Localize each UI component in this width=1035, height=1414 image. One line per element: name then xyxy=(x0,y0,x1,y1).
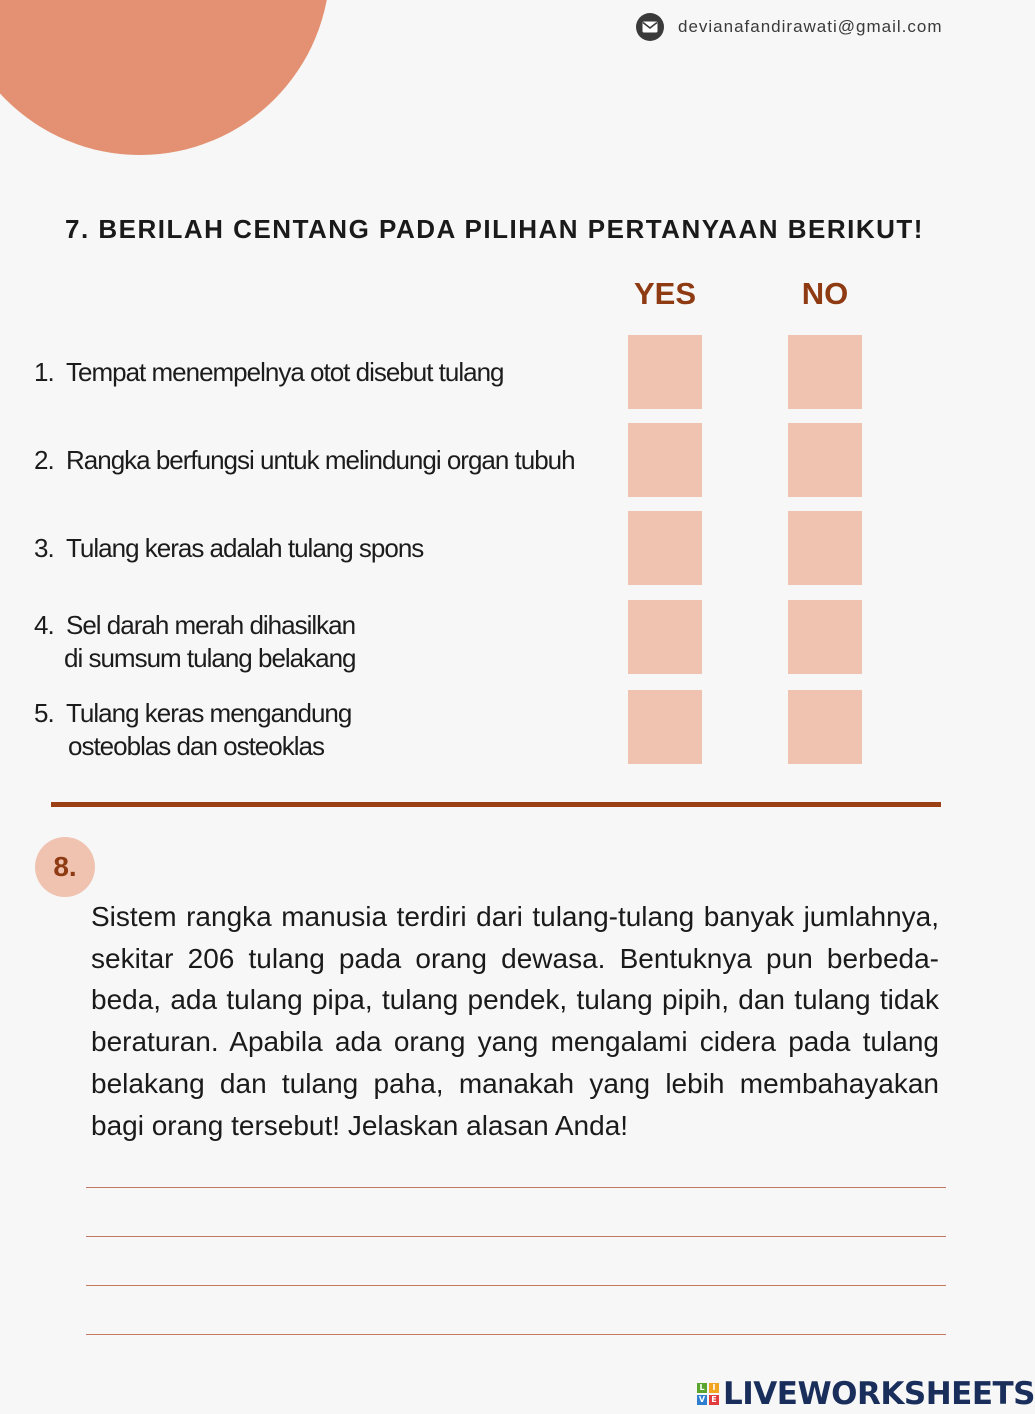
statement-3 xyxy=(34,532,614,565)
yes-checkbox-5[interactable] xyxy=(628,690,702,764)
statement-text: Tulang keras adalah tulang spons xyxy=(66,533,424,563)
statement-2 xyxy=(34,444,614,477)
yes-checkbox-3[interactable] xyxy=(628,511,702,585)
statement-text-continued: di sumsum tulang belakang xyxy=(64,643,356,673)
decorative-circle xyxy=(0,0,330,155)
envelope-icon xyxy=(636,13,664,41)
yes-checkbox-1[interactable] xyxy=(628,335,702,409)
no-checkbox-5[interactable] xyxy=(788,690,862,764)
liveworksheets-brand-text: LIVEWORKSHEETS xyxy=(723,1376,1035,1412)
statement-text: Tempat menempelnya otot disebut tulang xyxy=(66,357,504,387)
statement-4 xyxy=(34,609,614,675)
answer-line-3[interactable] xyxy=(86,1261,946,1286)
statement-1 xyxy=(34,356,614,389)
answer-line-2[interactable] xyxy=(86,1212,946,1237)
yes-checkbox-4[interactable] xyxy=(628,600,702,674)
no-checkbox-4[interactable] xyxy=(788,600,862,674)
email-address: devianafandirawati@gmail.com xyxy=(678,17,943,36)
section-divider xyxy=(51,802,941,807)
yes-checkbox-2[interactable] xyxy=(628,423,702,497)
liveworksheets-logo-icon: L I V E xyxy=(697,1383,719,1405)
yes-column-header: YES xyxy=(633,276,697,311)
question-8-text: Sistem rangka manusia terdiri dari tulang-tulang banyak jumlahnya, sekitar 206 tulang pada orang dewasa. Bentuknya pun berbeda-beda, ada tulang pipa, tulang pendek, tulang pipih, dan tulang tidak beraturan. Apabila ada orang yang mengalami cidera pada tulang belakang dan tulang paha, manakah yang lebih membahayakan bagi orang tersebut! Jelaskan alasan Anda! xyxy=(91,901,939,1141)
statement-text: Tulang keras mengandung xyxy=(66,698,352,728)
no-checkbox-3[interactable] xyxy=(788,511,862,585)
statement-number: 1. xyxy=(34,357,54,387)
statement-number: 2. xyxy=(34,445,54,475)
answer-line-1[interactable] xyxy=(86,1163,946,1188)
question-8-number-badge: 8. xyxy=(35,837,95,897)
statement-text: Sel darah merah dihasilkan xyxy=(66,610,356,640)
answer-line-4[interactable] xyxy=(86,1310,946,1335)
statement-number: 4. xyxy=(34,610,54,640)
question-7-title: 7. BERILAH CENTANG PADA PILIHAN PERTANYAAN BERIKUT! xyxy=(65,214,924,244)
no-checkbox-2[interactable] xyxy=(788,423,862,497)
statement-5 xyxy=(34,697,614,763)
statement-text-continued: osteoblas dan osteoklas xyxy=(68,731,324,761)
no-column-header: NO xyxy=(801,276,849,311)
statement-number: 5. xyxy=(34,698,54,728)
no-checkbox-1[interactable] xyxy=(788,335,862,409)
email-contact xyxy=(636,12,942,42)
statement-number: 3. xyxy=(34,533,54,563)
liveworksheets-logo xyxy=(697,1377,1035,1411)
statement-text: Rangka berfungsi untuk melindungi organ tubuh xyxy=(66,445,575,475)
